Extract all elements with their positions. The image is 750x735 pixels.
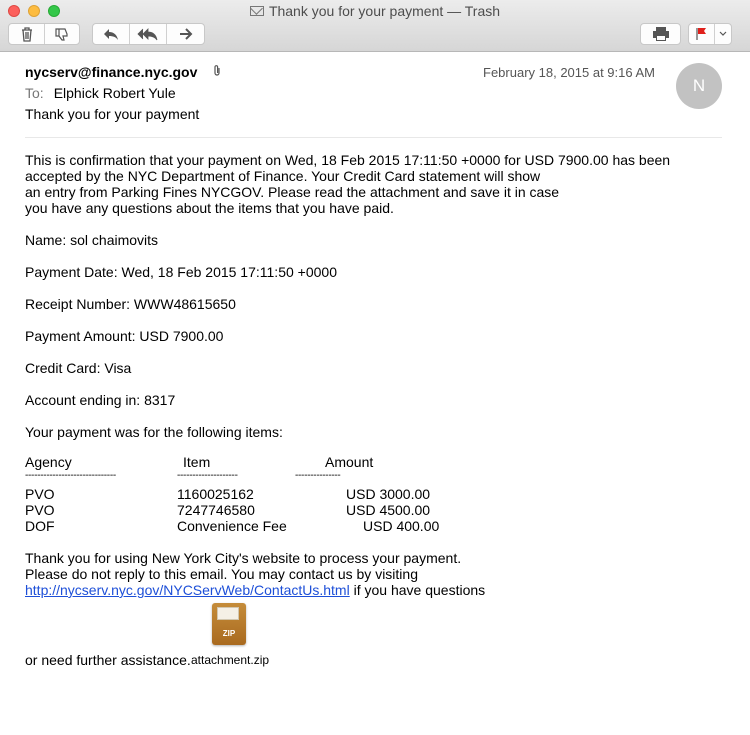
intro-line: you have any questions about the items that you have paid. bbox=[25, 200, 394, 216]
recipient-name[interactable]: Elphick Robert Yule bbox=[53, 85, 176, 101]
table-cell: 1160025162 bbox=[177, 486, 254, 502]
flag-button[interactable] bbox=[689, 24, 715, 44]
sender-address[interactable]: nycserv@finance.nyc.gov bbox=[25, 64, 198, 80]
message-date: February 18, 2015 at 9:16 AM bbox=[483, 65, 655, 80]
zip-file-icon bbox=[212, 603, 246, 645]
print-button[interactable] bbox=[641, 24, 680, 44]
table-separator: ------------------------------ bbox=[25, 470, 116, 481]
table-cell: PVO bbox=[25, 502, 55, 518]
paperclip-icon bbox=[212, 64, 222, 80]
printer-icon bbox=[652, 26, 670, 42]
intro-line: an entry from Parking Fines NYCGOV. Please read the attachment and save it in case bbox=[25, 184, 560, 200]
table-separator: --------------- bbox=[295, 470, 341, 481]
payment-date-line: Payment Date: Wed, 18 Feb 2015 17:11:50 +0000 bbox=[25, 264, 337, 280]
closing-line: Thank you for using New York City's website to process your payment. bbox=[25, 550, 462, 566]
table-separator: -------------------- bbox=[177, 470, 238, 481]
receipt-line: Receipt Number: WWW48615650 bbox=[25, 296, 236, 312]
items-intro: Your payment was for the following items: bbox=[25, 424, 283, 440]
zip-badge: ZIP bbox=[222, 629, 236, 638]
junk-button[interactable] bbox=[45, 24, 79, 44]
delete-button[interactable] bbox=[9, 24, 45, 44]
message-header bbox=[0, 52, 750, 144]
attachment[interactable] bbox=[191, 603, 270, 667]
table-cell: PVO bbox=[25, 486, 55, 502]
amount-line: Payment Amount: USD 7900.00 bbox=[25, 328, 224, 344]
to-line bbox=[25, 85, 176, 101]
intro-line: accepted by the NYC Department of Finance. Your Credit Card statement will show bbox=[25, 168, 541, 184]
window-title: Thank you for your payment — Trash bbox=[268, 3, 501, 19]
table-cell: 7247746580 bbox=[177, 502, 255, 518]
envelope-icon bbox=[250, 6, 264, 16]
card-line: Credit Card: Visa bbox=[25, 360, 132, 376]
forward-icon bbox=[178, 27, 194, 41]
flag-menu-button[interactable] bbox=[715, 24, 731, 44]
items-table bbox=[25, 454, 725, 534]
message-subject: Thank you for your payment bbox=[25, 106, 200, 122]
chevron-down-icon bbox=[719, 31, 727, 37]
header-divider bbox=[25, 137, 722, 138]
contact-us-link[interactable]: http://nycserv.nyc.gov/NYCServWeb/ContactUs.html bbox=[25, 582, 350, 598]
closing-line bbox=[25, 582, 725, 598]
flag-group bbox=[688, 23, 732, 45]
reply-icon bbox=[102, 27, 120, 41]
table-header-amount: Amount bbox=[325, 454, 374, 470]
table-cell: Convenience Fee bbox=[177, 518, 287, 534]
to-label: To: bbox=[25, 85, 44, 101]
table-cell: USD 400.00 bbox=[363, 518, 440, 534]
thumbs-down-icon bbox=[54, 27, 70, 41]
reply-group bbox=[92, 23, 205, 45]
table-header-agency: Agency bbox=[25, 454, 72, 470]
flag-icon bbox=[696, 27, 708, 41]
further-assistance-line: or need further assistance. bbox=[25, 652, 191, 668]
reply-all-icon bbox=[137, 27, 159, 41]
table-cell: USD 4500.00 bbox=[346, 502, 431, 518]
closing-tail: if you have questions bbox=[349, 582, 486, 598]
reply-all-button[interactable] bbox=[130, 24, 167, 44]
reply-button[interactable] bbox=[93, 24, 130, 44]
attachment-name: attachment.zip bbox=[191, 653, 270, 667]
delete-junk-group bbox=[8, 23, 80, 45]
message-body bbox=[25, 152, 725, 598]
intro-paragraph bbox=[25, 152, 725, 216]
intro-line: This is confirmation that your payment on Wed, 18 Feb 2015 17:11:50 +0000 for USD 7900.00 has been bbox=[25, 152, 671, 168]
account-line: Account ending in: 8317 bbox=[25, 392, 176, 408]
title-bar bbox=[0, 0, 750, 52]
table-cell: USD 3000.00 bbox=[346, 486, 431, 502]
closing-line: Please do not reply to this email. You may contact us by visiting bbox=[25, 566, 418, 582]
forward-button[interactable] bbox=[167, 24, 204, 44]
name-line: Name: sol chaimovits bbox=[25, 232, 159, 248]
trash-icon bbox=[20, 26, 34, 42]
table-cell: DOF bbox=[25, 518, 55, 534]
avatar: N bbox=[676, 63, 722, 109]
table-header-item: Item bbox=[183, 454, 211, 470]
print-group bbox=[640, 23, 681, 45]
